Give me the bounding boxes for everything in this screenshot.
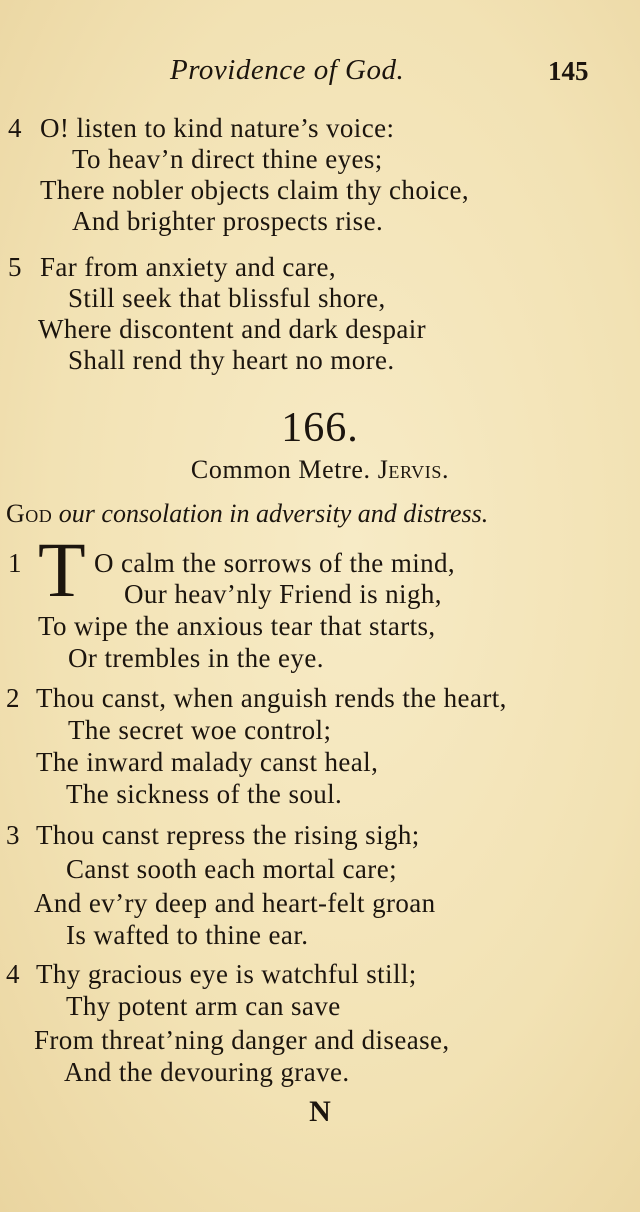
page-header [0,50,640,90]
verse-line: O! listen to kind nature’s voice: [40,113,395,143]
metre-name: Common Metre. [190,455,371,484]
verse-line: The sickness of the soul. [66,779,343,809]
drop-cap: T [38,526,86,613]
verse-line: Thy potent arm can save [66,991,341,1021]
verse-line: Is wafted to thine ear. [66,920,309,950]
stanza-number: 5 [8,252,22,282]
verse-line: Far from anxiety and care, [40,252,337,282]
stanza-number: 4 [8,113,22,143]
verse-line: Canst sooth each mortal care; [66,854,397,884]
verse-line: Or trembles in the eye. [68,643,324,673]
subject-lead: God [6,499,53,528]
verse-line: From threat’ning danger and disease, [34,1025,450,1055]
verse-line: Still seek that blissful shore, [68,283,386,313]
subject-text: our consolation in adversity and distress. [58,499,489,528]
verse-line: O calm the sorrows of the mind, [94,548,456,578]
verse-line: Where discontent and dark despair [38,314,427,344]
verse-line: Our heav’nly Friend is nigh, [124,579,442,609]
verse-line: Thou canst repress the rising sigh; [36,820,420,850]
running-title: Providence of God. [170,54,405,86]
verse-line: The secret woe control; [68,715,332,745]
verse-line: Thy gracious eye is watchful still; [36,959,417,989]
verse-line: There nobler objects claim thy choice, [40,175,470,205]
verse-line: The inward malady canst heal, [36,747,379,777]
verse-line: To heav’n direct thine eyes; [72,144,383,174]
verse-line: To wipe the anxious tear that starts, [38,611,436,641]
verse-line: Thou canst, when anguish rends the heart, [36,683,507,713]
stanza-number: 4 [6,959,20,989]
verse-line: And brighter prospects rise. [72,206,384,236]
hymn-number: 166. [281,405,359,451]
verse-line: And ev’ry deep and heart-felt groan [34,888,436,918]
metre-line [0,454,640,486]
verse-line: And the devouring grave. [64,1057,350,1087]
stanza-number: 2 [6,683,20,713]
stanza-number: 1 [8,548,22,578]
tune-name: Jervis. [377,455,450,484]
signature-mark: N [309,1095,331,1128]
page-number: 145 [548,56,589,86]
stanza-number: 3 [6,820,20,850]
verse-line: Shall rend thy heart no more. [68,345,395,375]
